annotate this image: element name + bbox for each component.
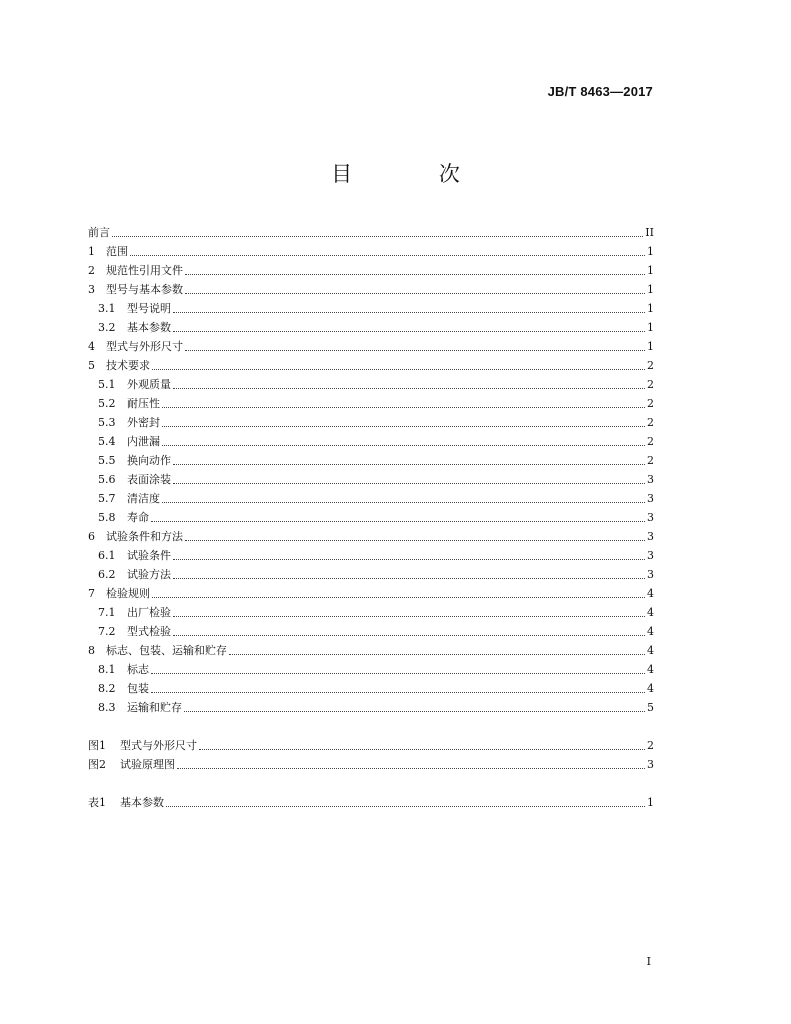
entry-number: 表1: [88, 796, 106, 809]
entry-number: 5.3: [98, 416, 116, 429]
entry-page-number: 3: [647, 473, 654, 486]
dot-leader: [173, 616, 645, 617]
entry-number: 图2: [88, 758, 106, 771]
dot-leader: [173, 635, 645, 636]
entry-number: 6.1: [98, 549, 116, 562]
entry-page-number: 4: [647, 644, 654, 657]
toc-figures: [88, 733, 654, 771]
dot-leader: [151, 521, 645, 522]
entry-label: 清洁度: [127, 492, 160, 505]
table-of-contents: [88, 220, 654, 809]
dot-leader: [185, 293, 645, 294]
toc-entry[interactable]: [88, 410, 654, 429]
toc-entry[interactable]: [88, 448, 654, 467]
dot-leader: [162, 502, 645, 503]
entry-label: 试验条件: [127, 549, 171, 562]
entry-label: 试验方法: [127, 568, 171, 581]
entry-number: 8.2: [98, 682, 116, 695]
toc-entry[interactable]: [88, 315, 654, 334]
entry-page-number: 2: [647, 435, 654, 448]
dot-leader: [151, 692, 645, 693]
dot-leader: [152, 369, 645, 370]
dot-leader: [162, 445, 645, 446]
entry-page-number: 3: [647, 530, 654, 543]
entry-number: 7.1: [98, 606, 116, 619]
toc-gap: [88, 714, 654, 733]
toc-tables: [88, 790, 654, 809]
entry-label: 出厂检验: [127, 606, 171, 619]
toc-entry[interactable]: [88, 543, 654, 562]
entry-number: 3: [88, 283, 95, 296]
entry-page-number: 2: [647, 454, 654, 467]
dot-leader: [173, 483, 645, 484]
entry-page-number: 2: [647, 416, 654, 429]
entry-number: 1: [88, 245, 95, 258]
entry-number: 8.1: [98, 663, 116, 676]
entry-number: 2: [88, 264, 95, 277]
toc-entry[interactable]: [88, 619, 654, 638]
entry-page-number: 4: [647, 606, 654, 619]
dot-leader: [162, 426, 645, 427]
figure-entry[interactable]: [88, 752, 654, 771]
entry-label: 前言: [88, 226, 110, 239]
toc-entry[interactable]: [88, 334, 654, 353]
entry-number: 6: [88, 530, 95, 543]
entry-page-number: 3: [647, 549, 654, 562]
dot-leader: [162, 407, 645, 408]
dot-leader: [173, 331, 645, 332]
entry-number: 5.1: [98, 378, 116, 391]
entry-page-number: 1: [647, 245, 654, 258]
entry-number: 5.6: [98, 473, 116, 486]
entry-page-number: 4: [647, 663, 654, 676]
toc-entry[interactable]: [88, 638, 654, 657]
dot-leader: [185, 350, 645, 351]
toc-gap: [88, 771, 654, 790]
entry-label: 表面涂装: [127, 473, 171, 486]
entry-label: 试验原理图: [120, 758, 175, 771]
entry-page-number: 4: [647, 682, 654, 695]
entry-label: 外密封: [127, 416, 160, 429]
dot-leader: [152, 597, 645, 598]
dot-leader: [130, 255, 645, 256]
entry-number: 图1: [88, 739, 106, 752]
entry-page-number: 4: [647, 587, 654, 600]
toc-entry[interactable]: [88, 353, 654, 372]
entry-page-number: 1: [647, 796, 654, 809]
entry-page-number: 4: [647, 625, 654, 638]
toc-entry[interactable]: [88, 467, 654, 486]
entry-label: 耐压性: [127, 397, 160, 410]
entry-page-number: 3: [647, 511, 654, 524]
figure-entry[interactable]: [88, 733, 654, 752]
toc-entry[interactable]: [88, 486, 654, 505]
entry-label: 基本参数: [127, 321, 171, 334]
entry-page-number: 1: [647, 302, 654, 315]
entry-page-number: 3: [647, 758, 654, 771]
entry-label: 标志、包装、运输和贮存: [106, 644, 227, 657]
entry-page-number: 1: [647, 283, 654, 296]
entry-number: 3.2: [98, 321, 116, 334]
toc-entry[interactable]: [88, 562, 654, 581]
toc-entry[interactable]: [88, 372, 654, 391]
entry-number: 4: [88, 340, 95, 353]
toc-entry[interactable]: [88, 524, 654, 543]
dot-leader: [199, 749, 645, 750]
dot-leader: [151, 673, 645, 674]
page-title: 目 次: [331, 162, 500, 186]
dot-leader: [185, 274, 645, 275]
entry-number: 5.5: [98, 454, 116, 467]
entry-number: 5.7: [98, 492, 116, 505]
dot-leader: [173, 312, 645, 313]
entry-page-number: 2: [647, 378, 654, 391]
entry-number: 5: [88, 359, 95, 372]
entry-number: 7: [88, 587, 95, 600]
toc-entry[interactable]: [88, 258, 654, 277]
entry-number: 8.3: [98, 701, 116, 714]
toc-entry[interactable]: [88, 239, 654, 258]
entry-page-number: II: [645, 226, 654, 239]
standard-code: JB/T 8463—2017: [547, 84, 653, 99]
entry-page-number: 2: [647, 739, 654, 752]
entry-number: 5.2: [98, 397, 116, 410]
page-number: I: [646, 955, 651, 968]
entry-number: 8: [88, 644, 95, 657]
entry-label: 运输和贮存: [127, 701, 182, 714]
entry-page-number: 1: [647, 321, 654, 334]
dot-leader: [173, 578, 645, 579]
entry-label: 寿命: [127, 511, 149, 524]
entry-label: 型式与外形尺寸: [106, 340, 183, 353]
entry-page-number: 2: [647, 397, 654, 410]
dot-leader: [166, 806, 645, 807]
dot-leader: [185, 540, 645, 541]
table-entry[interactable]: [88, 790, 654, 809]
entry-label: 试验条件和方法: [106, 530, 183, 543]
toc-entry[interactable]: [88, 657, 654, 676]
entry-label: 检验规则: [106, 587, 150, 600]
entry-number: 6.2: [98, 568, 116, 581]
entry-label: 包装: [127, 682, 149, 695]
dot-leader: [173, 464, 645, 465]
entry-label: 型号与基本参数: [106, 283, 183, 296]
toc-entry[interactable]: [88, 676, 654, 695]
toc-entry[interactable]: [88, 695, 654, 714]
toc-entry[interactable]: [88, 296, 654, 315]
entry-number: 3.1: [98, 302, 116, 315]
entry-number: 7.2: [98, 625, 116, 638]
entry-number: 5.8: [98, 511, 116, 524]
entry-label: 规范性引用文件: [106, 264, 183, 277]
entry-label: 内泄漏: [127, 435, 160, 448]
toc-entry[interactable]: [88, 429, 654, 448]
entry-page-number: 2: [647, 359, 654, 372]
dot-leader: [173, 388, 645, 389]
toc-entry[interactable]: [88, 220, 654, 239]
entry-page-number: 5: [647, 701, 654, 714]
entry-number: 5.4: [98, 435, 116, 448]
dot-leader: [177, 768, 645, 769]
entry-label: 标志: [127, 663, 149, 676]
toc-sections: [88, 220, 654, 714]
toc-entry[interactable]: [88, 505, 654, 524]
dot-leader: [229, 654, 645, 655]
entry-label: 型式检验: [127, 625, 171, 638]
entry-page-number: 1: [647, 264, 654, 277]
toc-entry[interactable]: [88, 581, 654, 600]
entry-label: 范围: [106, 245, 128, 258]
toc-entry[interactable]: [88, 391, 654, 410]
entry-label: 型式与外形尺寸: [120, 739, 197, 752]
entry-label: 基本参数: [120, 796, 164, 809]
entry-page-number: 1: [647, 340, 654, 353]
entry-page-number: 3: [647, 492, 654, 505]
entry-label: 外观质量: [127, 378, 171, 391]
entry-page-number: 3: [647, 568, 654, 581]
entry-label: 换向动作: [127, 454, 171, 467]
dot-leader: [112, 236, 643, 237]
dot-leader: [184, 711, 645, 712]
toc-entry[interactable]: [88, 600, 654, 619]
toc-entry[interactable]: [88, 277, 654, 296]
dot-leader: [173, 559, 645, 560]
entry-label: 技术要求: [106, 359, 150, 372]
entry-label: 型号说明: [127, 302, 171, 315]
